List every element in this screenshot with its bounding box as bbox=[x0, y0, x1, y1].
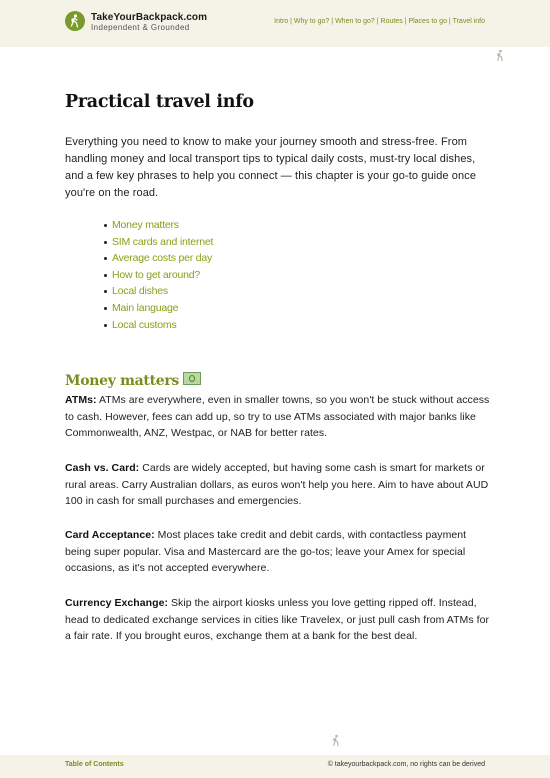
currency-exchange-term: Currency Exchange: bbox=[65, 597, 169, 609]
page-header bbox=[0, 0, 550, 47]
toc-link-average-costs[interactable]: Average costs per day bbox=[112, 252, 213, 265]
nav-intro[interactable]: Intro bbox=[274, 18, 289, 25]
table-of-contents-link[interactable]: Table of Contents bbox=[65, 761, 124, 768]
nav-routes[interactable]: Routes bbox=[380, 18, 403, 25]
toc-link-money-matters[interactable]: Money matters bbox=[112, 219, 179, 231]
brand-name[interactable]: TakeYourBackpack.com bbox=[91, 12, 208, 23]
money-bill-icon bbox=[183, 372, 201, 385]
toc-item bbox=[104, 267, 213, 284]
nav-travel-info[interactable]: Travel info bbox=[452, 18, 485, 25]
card-acceptance-paragraph bbox=[65, 527, 493, 577]
toc-link-sim-cards[interactable]: SIM cards and internet bbox=[112, 235, 214, 248]
toc-link-local-customs[interactable]: Local customs bbox=[112, 318, 177, 331]
nav-separator: | bbox=[448, 18, 451, 25]
nav-when-to-go[interactable]: When to go? bbox=[335, 18, 375, 25]
toc-link-getting-around[interactable]: How to get around? bbox=[112, 268, 201, 281]
brand bbox=[91, 12, 207, 33]
intro-paragraph: Everything you need to know to make your journey smooth and stress-free. From handling money and local transport tips to typical daily costs, must-try local dishes, and a few key phrases to help you connect — this chapter is your go-to guide once you're on the road. bbox=[65, 136, 477, 199]
toc-link-main-language[interactable]: Main language bbox=[112, 301, 179, 314]
atms-paragraph bbox=[65, 392, 493, 442]
page-footer bbox=[0, 755, 550, 778]
hiker-icon bbox=[330, 734, 342, 752]
cash-vs-card-paragraph bbox=[65, 460, 493, 510]
cash-vs-card-term: Cash vs. Card: bbox=[65, 462, 140, 474]
atms-text: ATMs are everywhere, even in smaller towns, so you won't be stuck without access to cash. However, fees can add up, so try to use ATMs associated with major banks like Commonwealth, ANZ, Westpac, or NAB for better rates. bbox=[65, 394, 490, 440]
copyright-notice: © takeyourbackpack.com, no rights can be derived bbox=[327, 761, 485, 768]
nav-separator: | bbox=[331, 18, 334, 25]
currency-exchange-text: Skip the airport kiosks unless you love getting ripped off. Instead, head to dedicated exchange services in cities like Travelex, or just pull cash from ATMs for a fair rate. If you brought euros, exchange them at a bank for the best deal. bbox=[65, 597, 490, 643]
top-nav bbox=[274, 18, 485, 25]
toc-item bbox=[104, 234, 213, 251]
nav-why-to-go[interactable]: Why to go? bbox=[293, 18, 330, 25]
money-matters-heading-text: Money matters bbox=[65, 373, 180, 389]
cash-vs-card-text: Cards are widely accepted, but having some cash is smart for markets or rural areas. Carry Australian dollars, as euros won't help you here. Aim to have about AUD 100 in cash for small purchases and emergencies. bbox=[65, 462, 489, 508]
chapter-toc bbox=[104, 217, 213, 333]
toc-item bbox=[104, 283, 213, 300]
brand-tagline: Independent & Grounded bbox=[91, 23, 190, 32]
nav-separator: | bbox=[376, 18, 379, 25]
nav-separator: | bbox=[290, 18, 292, 25]
toc-item bbox=[104, 317, 213, 334]
currency-exchange-paragraph bbox=[65, 595, 493, 645]
card-acceptance-text: Most places take credit and debit cards, with contactless payment being super popular. Visa and Mastercard are the go-tos; leave your Amex for special occasions, as it's not accepted everywhere. bbox=[65, 529, 467, 575]
card-acceptance-term: Card Acceptance: bbox=[65, 529, 155, 541]
toc-item bbox=[104, 217, 213, 234]
toc-item bbox=[104, 250, 213, 267]
nav-places-to-go[interactable]: Places to go bbox=[408, 18, 447, 25]
toc-item bbox=[104, 300, 213, 317]
page-title: Practical travel info bbox=[65, 92, 254, 112]
nav-separator: | bbox=[404, 18, 407, 25]
money-matters-heading bbox=[65, 372, 201, 389]
toc-link-local-dishes[interactable]: Local dishes bbox=[112, 285, 168, 298]
hiker-icon bbox=[494, 49, 506, 67]
atms-term: ATMs: bbox=[65, 394, 97, 406]
logo-hiker-icon[interactable] bbox=[65, 11, 85, 31]
